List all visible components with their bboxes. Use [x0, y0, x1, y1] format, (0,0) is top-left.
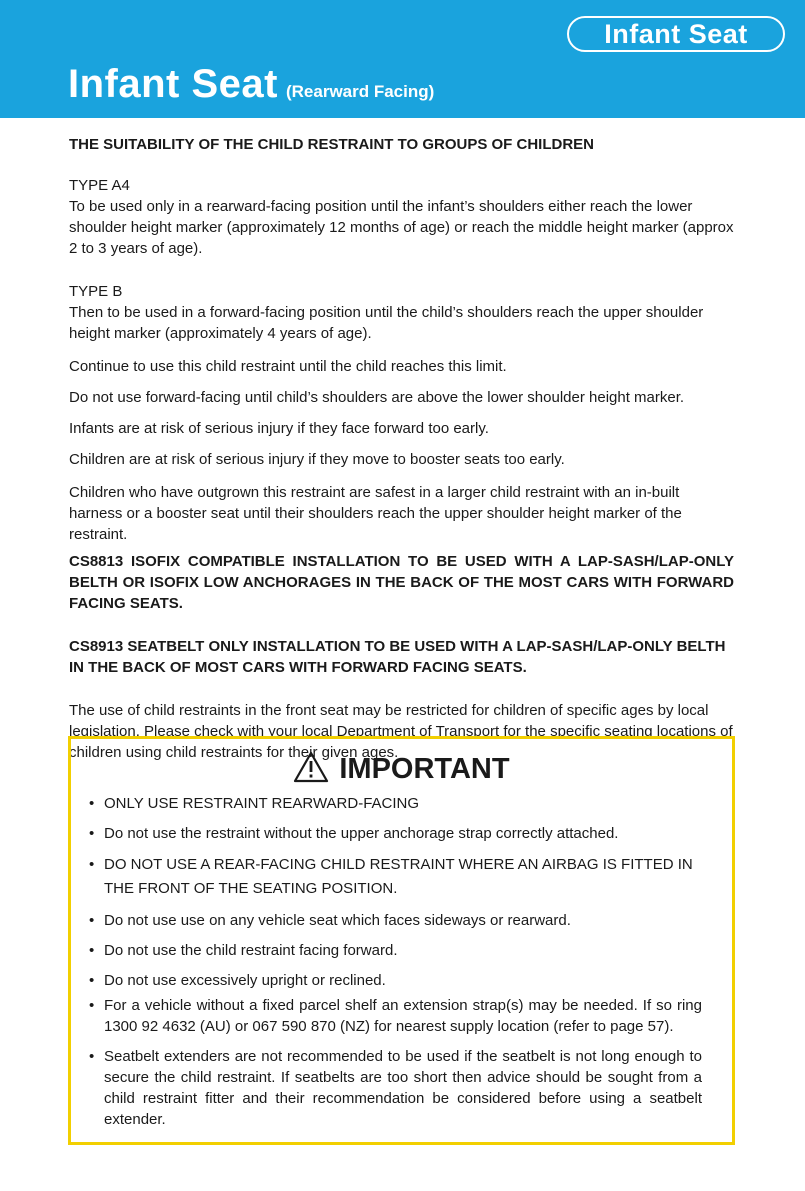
important-box [68, 736, 735, 1145]
list-item [87, 823, 702, 844]
list-item-text: Do not use the restraint without the upper anchorage strap correctly attached. [104, 825, 619, 842]
page-header [0, 0, 805, 118]
suitability-heading: THE SUITABILITY OF THE CHILD RESTRAINT TO GROUPS OF CHILDREN [69, 136, 595, 153]
important-list [87, 793, 702, 1139]
type-a4-label: TYPE A4 [69, 177, 130, 194]
bullet: • [89, 997, 95, 1014]
list-item [87, 940, 702, 961]
front-seat-paragraph: The use of child restraints in the front seat may be restricted for children of specific ages by local legislation. Please check with your local Department of Transport for the specific seating locations of children using child restraints for their given ages. [69, 702, 733, 761]
no-forward-paragraph: Do not use forward-facing until child’s shoulders are above the lower shoulder height marker. [69, 389, 685, 406]
list-item [87, 793, 702, 814]
list-item-text: For a vehicle without a fixed parcel shelf an extension strap(s) may be needed. If so ring 1300 92 4632 (AU) or 067 590 870 (NZ) for nearest supply location (refer to page 57). [104, 997, 702, 1035]
list-item-text: Do not use excessively upright or reclined. [104, 972, 386, 989]
list-item [87, 970, 702, 991]
list-item-text: ONLY USE RESTRAINT REARWARD-FACING [104, 795, 420, 812]
page-subtitle: (Rearward Facing) [285, 82, 435, 101]
type-b-text: Then to be used in a forward-facing position until the child’s shoulders reach the upper shoulder height marker (approximately 4 years of age). [69, 304, 704, 342]
bullet: • [89, 856, 95, 873]
bullet: • [89, 795, 95, 812]
list-item [87, 910, 702, 931]
bullet: • [89, 825, 95, 842]
children-risk-paragraph: Children are at risk of serious injury if they move to booster seats too early. [69, 451, 565, 468]
warning-triangle-icon [293, 751, 329, 783]
continue-paragraph: Continue to use this child restraint until the child reaches this limit. [69, 358, 507, 375]
list-item [87, 1046, 702, 1130]
main-content [69, 134, 734, 763]
type-a4-text: To be used only in a rearward-facing position until the infant’s shoulders either reach the lower shoulder height marker (approximately 12 months of age) or reach the middle height marker (approx 2 to 3 years of age). [69, 198, 734, 257]
bullet: • [89, 1048, 95, 1065]
list-item-text: DO NOT USE A REAR-FACING CHILD RESTRAINT WHERE AN AIRBAG IS FITTED IN THE FRONT OF THE SEATING POSITION. [104, 856, 693, 897]
list-item [87, 853, 702, 901]
important-header [71, 751, 732, 786]
list-item-text: Do not use the child restraint facing forward. [104, 942, 398, 959]
bullet: • [89, 942, 95, 959]
section-tab-label: Infant Seat [567, 16, 785, 52]
list-item [87, 995, 702, 1037]
list-item-text: Do not use use on any vehicle seat which faces sideways or rearward. [104, 912, 571, 929]
bullet: • [89, 972, 95, 989]
important-title: IMPORTANT [339, 753, 510, 785]
infants-risk-paragraph: Infants are at risk of serious injury if they face forward too early. [69, 420, 489, 437]
type-b-label: TYPE B [69, 283, 123, 300]
cs8913-notice: CS8913 SEATBELT ONLY INSTALLATION TO BE USED WITH A LAP-SASH/LAP-ONLY BELTH IN THE BACK OF MOST CARS WITH FORWARD FACING SEATS. [69, 638, 726, 676]
page-title-text: Infant Seat [68, 62, 278, 106]
list-item-text: Seatbelt extenders are not recommended to be used if the seatbelt is not long enough to secure the child restraint. If seatbelts are too short then advice should be sought from a child restraint fitter and their recommendation be considered before using a seatbelt extender. [104, 1048, 702, 1128]
page-title [68, 62, 434, 107]
cs8813-notice: CS8813 ISOFIX COMPATIBLE INSTALLATION TO BE USED WITH A LAP-SASH/LAP-ONLY BELTH OR ISOFIX LOW ANCHORAGES IN THE BACK OF THE MOST CARS WITH FORWARD FACING SEATS. [69, 553, 734, 612]
outgrown-paragraph: Children who have outgrown this restraint are safest in a larger child restraint with an in-built harness or a booster seat until their shoulders reach the upper shoulder height marker of the restraint. [69, 484, 682, 543]
bullet: • [89, 912, 95, 929]
